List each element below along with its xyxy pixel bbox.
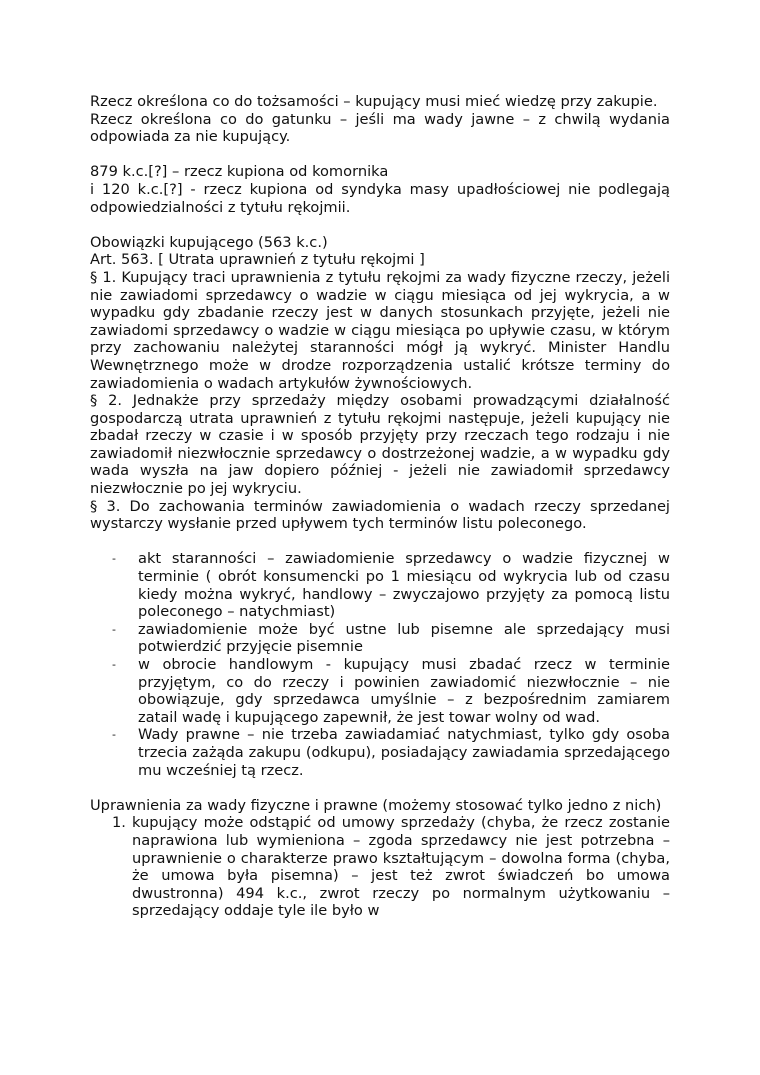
item-number: 1. — [112, 814, 126, 832]
paragraph-generic-item: Rzecz określona co do gatunku – jeśli ma wady jawne – z chwilą wydania odpowiada za nie kupujący. — [90, 110, 670, 146]
dash-marker: - — [112, 622, 116, 636]
list-item — [112, 620, 670, 656]
dash-marker: - — [112, 728, 116, 742]
paragraph-identity-item: Rzecz określona co do tożsamości – kupujący musi mieć wiedzę przy zakupie. — [90, 93, 658, 110]
article-paragraph-3: § 3. Do zachowania terminów zawiadomienia o wadach rzeczy sprzedanej wystarczy wysłanie przed upływem tych terminów listu poleconego. — [90, 497, 670, 533]
numbered-item-text: kupujący może odstąpić od umowy sprzedaży (chyba, że rzecz zostanie naprawiona lub wymieniona – zgoda sprzedawcy nie jest potrzebna – uprawnienie o charakterze prawo kształtującym – dowolna forma (chyba, że umowa była pisemna) – jest też zwrot świadczeń bo umowa dwustronna) 494 k.c., zwrot rzeczy po normalnym użytkowaniu – sprzedający oddaje tyle ile było w — [132, 814, 670, 920]
list-item-text: zawiadomienie może być ustne lub pisemne ale sprzedający musi potwierdzić przyjęcie pisemnie — [138, 620, 670, 656]
article-title: Art. 563. [ Utrata uprawnień z tytułu rękojmi ] — [90, 251, 425, 269]
numbered-item — [112, 814, 670, 920]
list-item-text: akt staranności – zawiadomienie sprzedawcy o wadzie fizycznej w terminie ( obrót konsumencki po 1 miesiącu od wykrycia lub od czasu kiedy można wykryć, handlowy – zwyczajowo przyjęty za pomocą listu poleconego – natychmiast) — [138, 550, 670, 621]
paragraph-bailiff: 879 k.c.[?] – rzecz kupiona od komornika — [90, 163, 389, 181]
spacer — [90, 533, 670, 551]
list-item — [112, 550, 670, 621]
section-title: Obowiązki kupującego (563 k.c.) — [90, 233, 328, 251]
list-item-text: w obrocie handlowym - kupujący musi zbadać rzecz w terminie przyjętym, co do rzeczy i powinien zawiadomić niezwłocznie – nie obowiązuje, gdy sprzedawca umyślnie – z bezpośrednim zamiarem zatail wadę i kupującego zapewnił, że jest towar wolny od wad. — [138, 656, 670, 726]
document-body — [90, 93, 670, 920]
dash-marker: - — [112, 658, 116, 671]
numbered-list — [90, 814, 670, 920]
rights-title: Uprawnienia za wady fizyczne i prawne (możemy stosować tylko jedno z nich) — [90, 796, 662, 814]
dash-marker: - — [112, 552, 116, 566]
spacer — [90, 779, 670, 797]
article-paragraph-1: § 1. Kupujący traci uprawnienia z tytułu rękojmi za wady fizyczne rzeczy, jeżeli nie zawiadomi sprzedawcy o wadzie w ciągu miesiąca od jej wykrycia, a w wypadku gdy zbadanie rzeczy jest w danych stosunkach przyjęte, jeżeli nie zawiadomi sprzedawcy o wadzie w ciągu miesiąca po upływie czasu, w którym przy zachowaniu należytej staranności mógł ją wykryć. Minister Handlu Wewnętrznego może w drodze rozporządzenia ustalić krótsze terminy do zawiadomienia o wadach artykułów żywnościowych. — [90, 268, 670, 392]
paragraph-trustee: i 120 k.c.[?] - rzecz kupiona od syndyka masy upadłościowej nie podlegają odpowiedzialności z tytułu rękojmii. — [90, 180, 670, 216]
spacer — [90, 216, 670, 234]
list-item — [112, 726, 670, 779]
list-item-text: Wady prawne – nie trzeba zawiadamiać natychmiast, tylko gdy osoba trzecia zażąda zakupu (odkupu), posiadający zawiadamia sprzedającego mu wcześniej tą rzecz. — [138, 726, 670, 779]
article-paragraph-2: § 2. Jednakże przy sprzedaży między osobami prowadzącymi działalność gospodarczą utrata uprawnień z tytułu rękojmi następuje, jeżeli kupujący nie zbadał rzeczy w czasie i w sposób przyjęty przy rzeczach tego rodzaju i nie zawiadomił niezwłocznie sprzedawcy o dostrzeżonej wadzie, a w wypadku gdy wada wyszła na jaw dopiero później - jeżeli nie zawiadomił sprzedawcy niezwłocznie po jej wykryciu. — [90, 392, 670, 498]
bullet-list — [90, 550, 670, 779]
spacer — [90, 146, 670, 164]
list-item — [112, 656, 670, 726]
